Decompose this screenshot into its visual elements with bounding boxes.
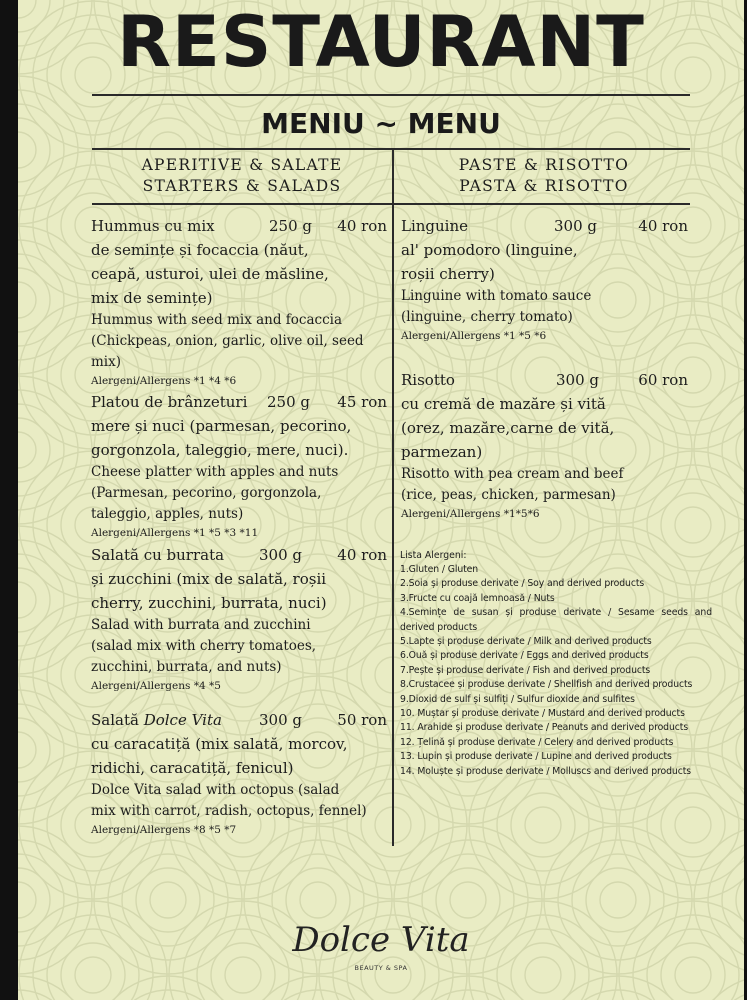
item-description-en: Risotto with pea cream and beef — [401, 466, 624, 482]
item-name: Risotto — [401, 371, 455, 389]
item-name — [91, 708, 222, 732]
item-description-ro: cu caracatiță (mix salată, morcov, — [91, 735, 348, 753]
page-title: RESTAURANT — [117, 1, 645, 83]
item-description-en: (Chickpeas, onion, garlic, olive oil, seed — [91, 333, 364, 349]
allergen-item: 9.Dioxid de sulf și sulfiți / Sulfur dioxide and sulfites — [400, 693, 635, 705]
item-allergens: Alergeni/Allergens *1 *4 *6 — [91, 375, 237, 387]
item-name: Platou de brânzeturi — [91, 393, 248, 411]
item-allergens: Alergeni/Allergens *1 *5 *6 — [401, 330, 547, 342]
item-allergens: Alergeni/Allergens *8 *5 *7 — [91, 824, 237, 836]
item-price: 45 ron — [337, 393, 387, 411]
item-name-prefix: Salată — [91, 711, 144, 729]
allergen-item: 5.Lapte și produse derivate / Milk and derived products — [400, 636, 652, 648]
item-price: 60 ron — [638, 371, 688, 389]
item-description-en: (rice, peas, chicken, parmesan) — [401, 487, 616, 503]
item-weight: 250 g — [267, 393, 311, 411]
item-description-en: mix with carrot, radish, octopus, fennel) — [91, 803, 367, 819]
item-price: 50 ron — [337, 711, 387, 729]
item-allergens: Alergeni/Allergens *1*5*6 — [401, 508, 540, 520]
item-description-en: Dolce Vita salad with octopus (salad — [91, 782, 340, 798]
item-description-en: (linguine, cherry tomato) — [401, 309, 573, 325]
item-name: Hummus cu mix — [91, 217, 215, 235]
item-description-ro: și zucchini (mix de salată, roșii — [91, 570, 327, 588]
menu-item-cheese-platter — [91, 390, 387, 541]
allergen-item: 8.Crustacee și produse derivate / Shellfish and derived products — [400, 679, 693, 691]
allergen-list-title: Lista Alergeni: — [400, 550, 467, 561]
title-divider — [92, 94, 690, 96]
menu-item-hummus — [91, 214, 387, 389]
right-heading-en: PASTA & RISOTTO — [459, 177, 629, 195]
item-description-ro: cu cremă de mazăre și vită — [401, 395, 606, 413]
allergen-item: 1.Gluten / Gluten — [400, 564, 479, 575]
item-description-en: Cheese platter with apples and nuts — [91, 464, 339, 480]
item-weight: 300 g — [259, 711, 303, 729]
allergen-item: 3.Fructe cu coajă lemnoasă / Nuts — [400, 592, 555, 604]
item-description-en: (Parmesan, pecorino, gorgonzola, — [91, 485, 322, 501]
item-description-en: Salad with burrata and zucchini — [91, 617, 311, 633]
header-divider — [92, 148, 690, 150]
item-price: 40 ron — [337, 217, 387, 235]
left-edge-bar — [0, 0, 18, 1000]
item-description-en: taleggio, apples, nuts) — [91, 506, 244, 522]
allergen-item: 4.Semințe de susan și produse derivate / Sesame seeds and derived products — [400, 607, 712, 633]
item-weight: 300 g — [259, 546, 303, 564]
allergen-item: 14. Moluște și produse derivate / Molluscs and derived products — [400, 765, 691, 777]
item-description-ro: gorgonzola, taleggio, mere, nuci). — [91, 441, 349, 459]
item-description-ro: roșii cherry) — [401, 265, 495, 283]
item-description-en: Hummus with seed mix and focaccia — [91, 312, 343, 328]
right-heading-ro: PASTE & RISOTTO — [458, 156, 630, 174]
menu-page — [18, 0, 744, 1000]
allergen-item: 2.Soia și produse derivate / Soy and derived products — [400, 578, 645, 590]
logo-tagline: BEAUTY & SPA — [354, 964, 408, 972]
item-name: Salată cu burrata — [91, 546, 225, 564]
allergen-item: 7.Pește și produse derivate / Fish and derived products — [400, 664, 651, 676]
menu-item-risotto — [401, 368, 688, 522]
item-description-ro: cherry, zucchini, burrata, nuci) — [91, 594, 327, 612]
item-description-ro: de semințe și focaccia (năut, — [91, 241, 309, 259]
item-weight: 250 g — [269, 217, 313, 235]
allergen-item: 12. Țelină și produse derivate / Celery and derived products — [400, 736, 674, 748]
item-description-en: (salad mix with cherry tomatoes, — [91, 638, 317, 654]
allergen-item: 11. Arahide și produse derivate / Peanuts and derived products — [400, 722, 689, 734]
item-description-ro: parmezan) — [401, 443, 483, 461]
left-heading-en: STARTERS & SALADS — [142, 177, 342, 195]
item-description-en: zucchini, burrata, and nuts) — [91, 659, 282, 675]
menu-item-burrata-salad — [91, 543, 387, 694]
item-name: Linguine — [401, 217, 469, 235]
item-description-ro: al' pomodoro (linguine, — [401, 241, 578, 259]
allergen-item: 10. Muștar și produse derivate / Mustard and derived products — [400, 708, 685, 720]
menu-item-dolce-vita-salad — [91, 708, 387, 838]
menu-item-linguine — [401, 214, 688, 344]
item-description-ro: mix de semințe) — [91, 289, 213, 307]
item-price: 40 ron — [638, 217, 688, 235]
item-description-ro: ceapă, usturoi, ulei de măsline, — [91, 265, 329, 283]
item-name-italic: Dolce Vita — [143, 711, 222, 729]
item-weight: 300 g — [554, 217, 598, 235]
menu-subtitle: MENIU ~ MENU — [261, 107, 501, 140]
item-description-ro: ridichi, caracatiță, fenicul) — [91, 759, 294, 777]
dolce-vita-logo: Dolce Vita — [292, 920, 470, 960]
allergen-item: 6.Ouă și produse derivate / Eggs and derived products — [400, 650, 649, 662]
columns-divider — [92, 203, 690, 205]
item-weight: 300 g — [556, 371, 600, 389]
item-description-ro: mere și nuci (parmesan, pecorino, — [91, 417, 352, 435]
allergen-item: 13. Lupin și produse derivate / Lupine and derived products — [400, 751, 672, 763]
left-column-heading — [92, 155, 392, 197]
allergen-list — [400, 549, 712, 779]
item-allergens: Alergeni/Allergens *1 *5 *3 *11 — [91, 527, 259, 539]
item-description-ro: (orez, mazăre,carne de vită, — [401, 419, 615, 437]
left-heading-ro: APERITIVE & SALATE — [141, 156, 343, 174]
item-price: 40 ron — [337, 546, 387, 564]
right-column-heading — [394, 155, 694, 197]
item-description-en: Linguine with tomato sauce — [401, 288, 592, 304]
item-allergens: Alergeni/Allergens *4 *5 — [91, 680, 221, 692]
item-description-en: mix) — [91, 354, 121, 370]
column-separator — [392, 150, 394, 846]
